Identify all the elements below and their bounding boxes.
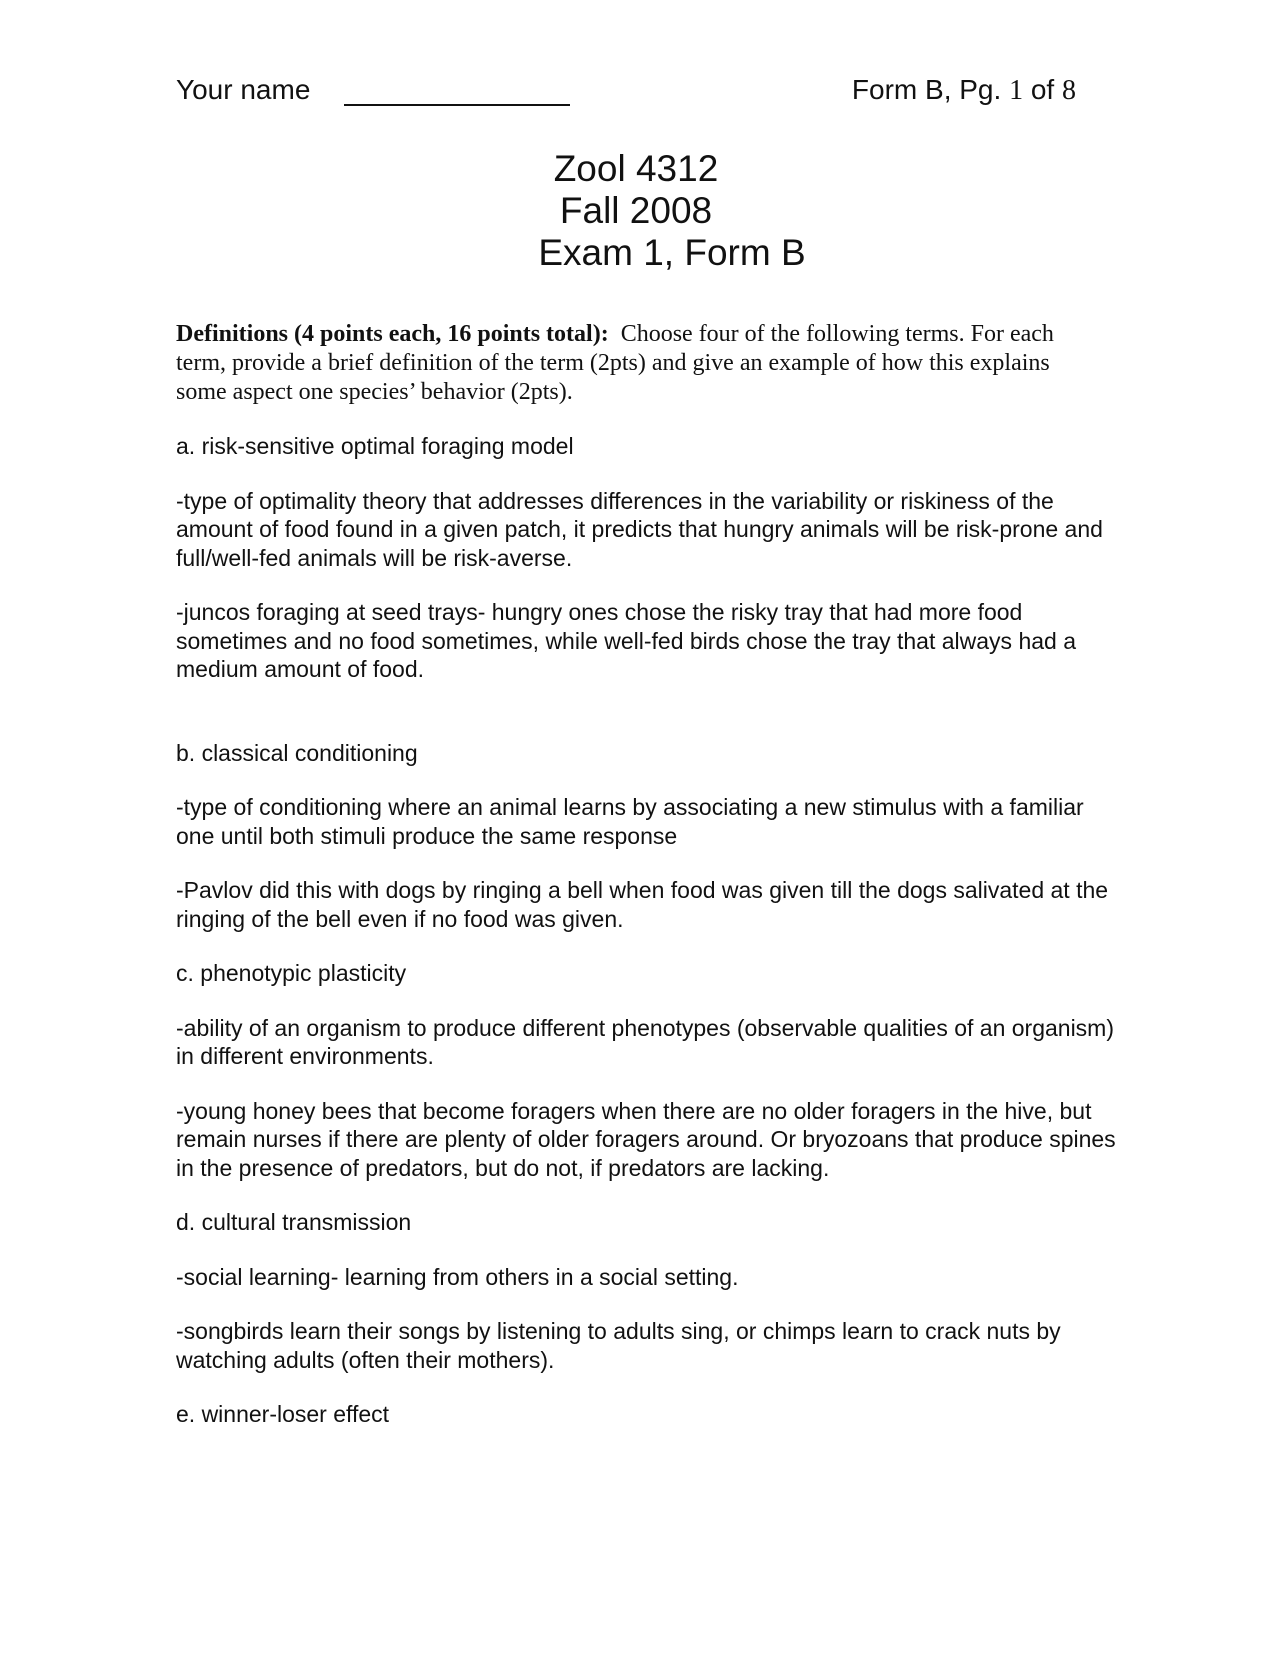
name-blank-line bbox=[344, 104, 570, 106]
page-current: 1 bbox=[1009, 75, 1024, 106]
term-title: Fall 2008 bbox=[559, 190, 713, 231]
term-label: b. classical conditioning bbox=[176, 739, 418, 766]
exam-title bbox=[0, 148, 1280, 274]
term-definition: -social learning- learning from others in a social setting. bbox=[176, 1263, 739, 1290]
instructions-heading: Definitions (4 points each, 16 points total): bbox=[176, 321, 609, 347]
definitions-section bbox=[176, 432, 1116, 1429]
page-total: 8 bbox=[1062, 75, 1076, 106]
term-label: a. risk-sensitive optimal foraging model bbox=[176, 433, 574, 459]
form-label: Form B, Pg. bbox=[851, 74, 1002, 105]
term-example: -young honey bees that become foragers when there are no older foragers in the hive, but remain nurses if there are plenty of older foragers around. Or bryozoans that produce spines in the presence of predators, but do not, if predators are lacking. bbox=[176, 1097, 1116, 1181]
page-header bbox=[176, 74, 1076, 114]
term-definition: -ability of an organism to produce different phenotypes (observable qualities of an organism) in different environments. bbox=[176, 1014, 1115, 1069]
name-label: Your name bbox=[176, 74, 311, 105]
term-definition: -type of conditioning where an animal learns by associating a new stimulus with a familiar one until both stimuli produce the same response bbox=[176, 794, 1084, 849]
term-definition: -type of optimality theory that addresses differences in the variability or riskiness of the amount of food found in a given patch, it predicts that hungry animals will be risk-prone and full/well-fed animals will be risk-averse. bbox=[176, 487, 1103, 571]
instructions bbox=[176, 320, 1106, 407]
page-of: of bbox=[1030, 74, 1055, 105]
page-indicator bbox=[852, 74, 1076, 107]
term-label: e. winner-loser effect bbox=[176, 1401, 390, 1427]
term-label: d. cultural transmission bbox=[176, 1209, 412, 1235]
course-title: Zool 4312 bbox=[553, 148, 719, 189]
term-example: -juncos foraging at seed trays- hungry ones chose the risky tray that had more food sometimes and no food sometimes, while well-fed birds chose the tray that always had a medium amount of food. bbox=[176, 599, 1076, 682]
instructions-text: Choose four of the following terms. For each term, provide a brief definition of the term (2pts) and give an example of how this explains some aspect one species’ behavior (2pts). bbox=[176, 321, 1054, 405]
term-example: -songbirds learn their songs by listening to adults sing, or chimps learn to crack nuts by watching adults (often their mothers). bbox=[176, 1318, 1061, 1373]
exam-form-title: Exam 1, Form B bbox=[538, 232, 806, 273]
term-example: -Pavlov did this with dogs by ringing a bell when food was given till the dogs salivated at the ringing of the bell even if no food was given. bbox=[176, 877, 1109, 932]
term-label: c. phenotypic plasticity bbox=[176, 960, 407, 986]
